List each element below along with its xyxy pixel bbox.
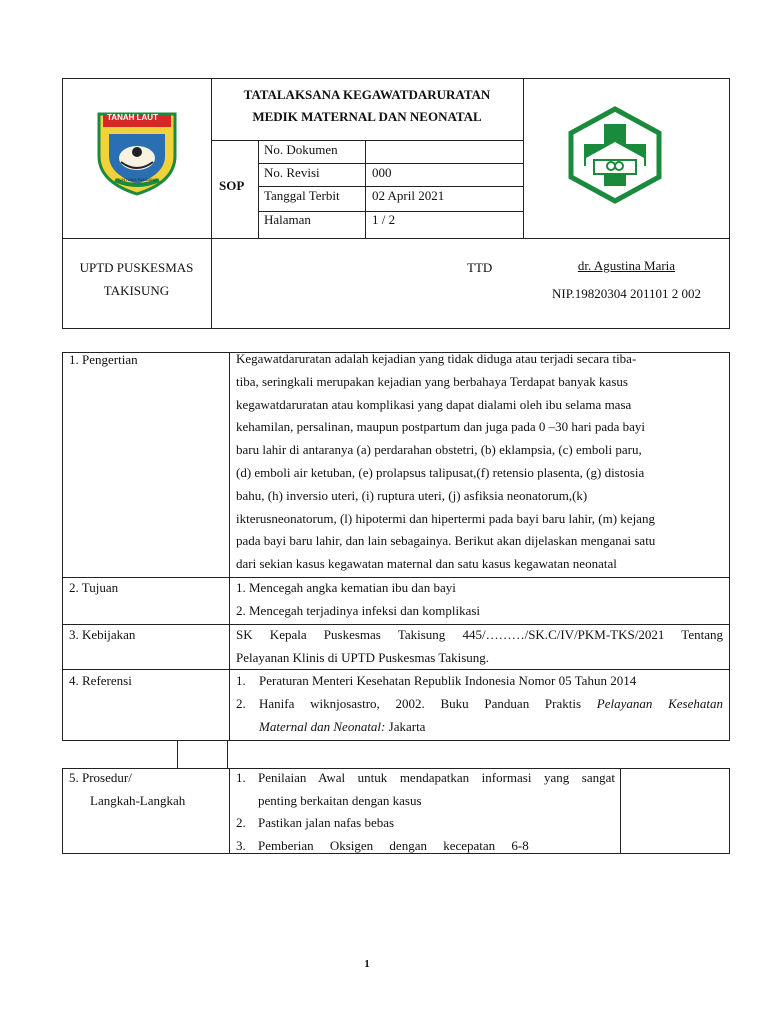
puskesmas-logo xyxy=(566,106,664,204)
pengertian-line: tiba, seringkali merupakan kejadian yang berbahaya Terdapat banyak kasus xyxy=(236,373,628,389)
step-line: Pemberian Oksigen dengan kecepatan 6-8 xyxy=(258,838,529,853)
org-name-line1: UPTD PUSKESMAS xyxy=(79,260,194,275)
pengertian-line: pada bayi baru lahir, dan lain sebagainya. Berikut akan dijelaskan menganai satu xyxy=(236,533,656,549)
ttd-label: TTD xyxy=(467,260,493,275)
pengertian-line: bahu, (h) inversio uteri, (i) ruptura uteri, (j) asfiksia neonatorum,(k) xyxy=(236,487,588,503)
tujuan-item: 2. Mencegah terjadinya infeksi dan komplikasi xyxy=(236,603,481,618)
pengertian-text xyxy=(236,348,723,576)
step-line: Pastikan jalan nafas bebas xyxy=(258,815,395,830)
step-text: Penilaian Awal untuk mendapatkan informasi yang sangat xyxy=(258,770,615,785)
section-label-prosedur-2: Langkah-Langkah xyxy=(90,793,186,808)
section-label-prosedur: 5. Prosedur/ xyxy=(69,770,132,785)
section-label-tujuan: 2. Tujuan xyxy=(69,580,119,595)
pengertian-line: (d) emboli air ketuban, (e) prolapsus talipusat,(f) retensio plasenta, (g) distosia xyxy=(236,464,645,480)
referensi-item-2-cont xyxy=(259,719,425,735)
referensi-text: Hanifa wiknjosastro, 2002. Buku Panduan Praktis xyxy=(259,696,582,711)
logo-motto-text: TUNTUNG PANDANG xyxy=(117,177,158,182)
pengertian-line: ikterusneonatorum, (l) hipotermi dan hipertermi pada bayi baru lahir, (m) kejang xyxy=(236,510,655,526)
sop-label: SOP xyxy=(219,178,245,193)
tanah-laut-logo xyxy=(95,110,179,196)
referensi-item: Peraturan Menteri Kesehatan Republik Indonesia Nomor 05 Tahun 2014 xyxy=(259,673,637,688)
document-title-line1: TATALAKSANA KEGAWATDARURATAN xyxy=(243,87,491,102)
doc-row-label: Halaman xyxy=(264,212,311,227)
pengertian-line: kehamilan, persalinan, maupun postpartum dan juga pada 0 –30 hari pada bayi xyxy=(236,419,646,435)
signer-nip: NIP.19820304 201101 2 002 xyxy=(551,286,702,301)
signer-name: dr. Agustina Maria xyxy=(577,258,676,273)
referensi-text: Jakarta xyxy=(385,719,426,734)
kebijakan-text: SK Kepala Puskesmas Takisung 445/………/SK.C/IV/PKM-TKS/2021 Tentang xyxy=(236,627,723,642)
doc-row-label: Tanggal Terbit xyxy=(264,188,340,203)
page-number: 1 xyxy=(364,958,370,970)
pengertian-line: kegawatdaruratan atau komplikasi yang dapat dialami oleh ibu selama masa xyxy=(236,396,632,412)
step-line: penting berkaitan dengan kasus xyxy=(258,793,422,808)
section-label-kebijakan: 3. Kebijakan xyxy=(69,627,136,642)
step-num: 1. xyxy=(236,770,246,785)
referensi-num: 1. xyxy=(236,673,246,688)
step-line xyxy=(258,770,615,786)
org-name-line2: TAKISUNG xyxy=(103,283,170,298)
kebijakan-line2: Pelayanan Klinis di UPTD Puskesmas Takisung. xyxy=(236,650,490,665)
doc-row-label: No. Dokumen xyxy=(264,142,338,157)
referensi-italic: Maternal dan Neonatal: xyxy=(259,719,386,734)
document-title-line2: MEDIK MATERNAL DAN NEONATAL xyxy=(252,109,482,124)
doc-row-value: 02 April 2021 xyxy=(372,188,445,203)
step-num: 2. xyxy=(236,815,246,830)
step-num: 3. xyxy=(236,838,246,853)
doc-row-value: 1 / 2 xyxy=(372,212,396,227)
tujuan-item: 1. Mencegah angka kematian ibu dan bayi xyxy=(236,580,456,595)
referensi-num: 2. xyxy=(236,696,246,711)
section-label-referensi: 4. Referensi xyxy=(69,673,132,688)
logo-region-text: TANAH LAUT xyxy=(107,113,158,122)
pengertian-line: Kegawatdaruratan adalah kejadian yang tidak diduga atau terjadi secara tiba- xyxy=(236,351,637,366)
doc-row-label: No. Revisi xyxy=(264,165,320,180)
doc-row-value: 000 xyxy=(372,165,392,180)
kebijakan-line1 xyxy=(236,627,723,643)
pengertian-line: dari sekian kasus kegawatan maternal dan satu kasus kegawatan neonatal xyxy=(236,556,617,572)
referensi-italic: Pelayanan Kesehatan xyxy=(596,696,723,711)
pengertian-line: baru lahir di antaranya (a) perdarahan obstetri, (b) eklampsia, (c) emboli paru, xyxy=(236,442,642,458)
referensi-item-2 xyxy=(259,696,723,712)
section-label-pengertian: 1. Pengertian xyxy=(69,352,138,367)
